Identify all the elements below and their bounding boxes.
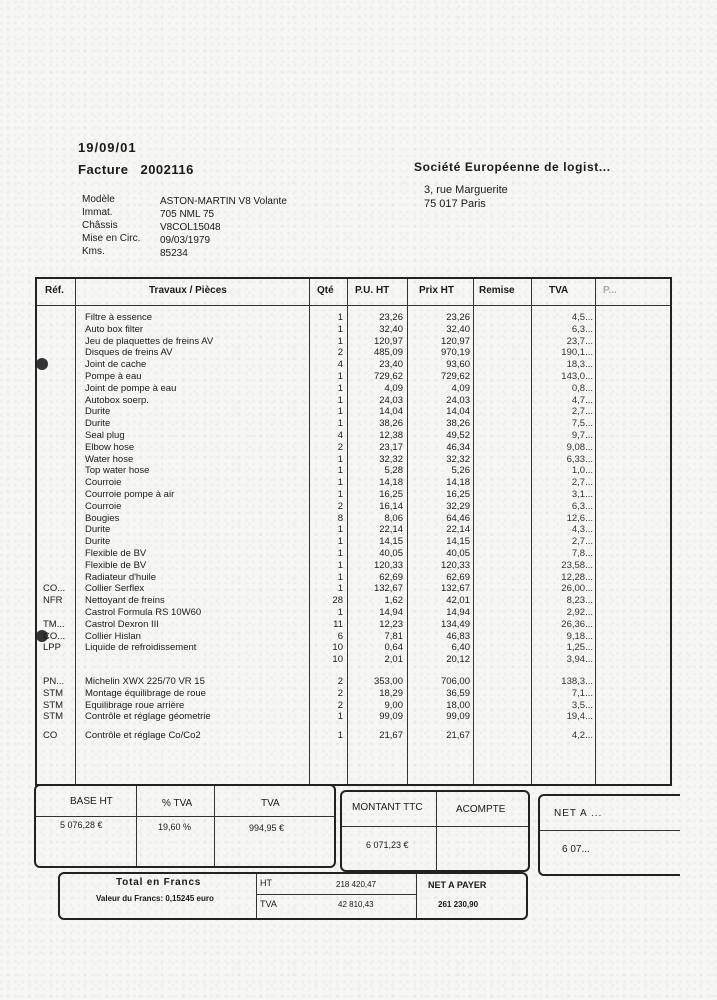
montant-ttc-label: MONTANT TTC: [352, 802, 423, 813]
row-price: 24,03: [446, 394, 470, 406]
row-tva: 4,5...: [571, 312, 593, 323]
row-price: 14,94: [446, 607, 470, 618]
row-ref: LPP: [43, 642, 61, 654]
row-tva: 8,23...: [566, 595, 593, 607]
row-unit-price: 485,09: [373, 347, 403, 359]
invoice-date: 19/09/01: [78, 140, 137, 155]
row-quantity: 2: [337, 347, 343, 359]
pct-tva-label: % TVA: [162, 798, 193, 809]
table-row: [37, 442, 670, 453]
row-description: Auto box filter: [85, 323, 144, 335]
montant-ttc-value: 6 071,23 €: [366, 840, 409, 850]
table-row: [37, 572, 670, 583]
column-divider: [436, 792, 437, 870]
pct-tva-value: 19,60 %: [158, 822, 192, 832]
row-quantity: 1: [337, 323, 343, 335]
row-tva: 4,2...: [571, 730, 593, 742]
row-quantity: 1: [337, 453, 343, 465]
row-price: 5,26: [451, 465, 470, 477]
row-tva: 12,28...: [561, 571, 593, 583]
row-tva: 1,0...: [571, 465, 593, 477]
row-description: Equilibrage roue arrière: [85, 699, 185, 711]
row-price: 42,01: [446, 595, 470, 607]
row-tva: 2,7...: [571, 406, 593, 418]
row-unit-price: 12,38: [379, 430, 403, 441]
francs-ht-label: HT: [260, 878, 272, 888]
vehicle-label: Châssis: [82, 220, 118, 231]
row-description: Flexible de BV: [85, 559, 147, 571]
row-price: 120,33: [440, 559, 470, 571]
table-row: [37, 595, 670, 606]
row-price: 120,97: [440, 335, 470, 347]
row-unit-price: 40,05: [379, 548, 403, 559]
row-tva: 6,3...: [571, 323, 593, 335]
row-price: 14,15: [446, 536, 470, 548]
row-tva: 18,3...: [566, 359, 593, 371]
row-tva: 138,3...: [561, 676, 593, 687]
row-unit-price: 23,26: [379, 312, 403, 323]
row-description: Collier Hislan: [85, 630, 141, 642]
row-description: Flexible de BV: [85, 548, 147, 559]
row-tva: 190,1...: [561, 347, 593, 359]
table-row: [37, 371, 670, 382]
row-price: 32,40: [446, 323, 470, 335]
row-unit-price: 132,67: [373, 583, 403, 595]
row-price: 729,62: [440, 371, 470, 382]
row-quantity: 6: [337, 630, 343, 642]
row-tva: 9,18...: [566, 630, 593, 642]
table-row: [37, 524, 670, 535]
row-unit-price: 32,32: [379, 453, 403, 465]
tva-value: 994,95 €: [249, 823, 285, 833]
table-row: [37, 336, 670, 347]
column-divider: [256, 874, 257, 918]
row-description: Montage équilibrage de roue: [85, 687, 206, 699]
table-row: [37, 676, 670, 687]
table-row: [37, 607, 670, 618]
table-row: [37, 465, 670, 476]
row-quantity: 1: [337, 730, 343, 742]
total-ttc-box: [340, 790, 530, 872]
francs-title: Total en Francs: [116, 877, 202, 888]
row-price: 36,59: [446, 687, 470, 699]
vehicle-label: Kms.: [82, 246, 105, 257]
row-unit-price: 23,40: [379, 359, 403, 371]
table-row: [37, 406, 670, 417]
row-price: 49,52: [446, 430, 470, 441]
row-description: Jeu de plaquettes de freins AV: [85, 335, 214, 347]
row-quantity: 1: [337, 583, 343, 595]
row-price: 40,05: [446, 548, 470, 559]
row-price: 18,00: [446, 699, 470, 711]
row-divider: [256, 894, 416, 895]
row-unit-price: 14,04: [379, 406, 403, 418]
table-row: [37, 619, 670, 630]
francs-tva-label: TVA: [260, 899, 277, 909]
row-unit-price: 0,64: [384, 642, 403, 654]
row-price: 6,40: [451, 642, 470, 654]
row-unit-price: 23,17: [379, 441, 403, 453]
table-row: [37, 711, 670, 722]
row-description: Joint de cache: [85, 359, 147, 371]
row-description: Joint de pompe à eau: [85, 382, 177, 394]
row-quantity: 1: [337, 418, 343, 430]
row-price: 46,83: [446, 630, 470, 642]
row-unit-price: 16,14: [379, 500, 403, 512]
francs-ht-value: 218 420,47: [336, 880, 377, 889]
row-quantity: 1: [337, 571, 343, 583]
address-line-1: 3, rue Marguerite: [424, 184, 508, 196]
row-quantity: 1: [337, 489, 343, 500]
acompte-label: ACOMPTE: [456, 804, 506, 815]
row-unit-price: 4,09: [384, 382, 403, 394]
row-quantity: 1: [337, 559, 343, 571]
row-description: Liquide de refroidissement: [85, 642, 197, 654]
row-description: Durite: [85, 524, 111, 536]
row-description: Contrôle et réglage Co/Co2: [85, 730, 201, 742]
row-tva: 2,7...: [571, 477, 593, 489]
row-price: 22,14: [446, 524, 470, 536]
row-ref: CO: [43, 730, 58, 742]
row-quantity: 1: [337, 607, 343, 618]
col-header-remise: Remise: [479, 285, 515, 296]
vehicle-label: Mise en Circ.: [82, 233, 141, 244]
row-quantity: 8: [337, 512, 343, 524]
col-header-ref: Réf.: [45, 285, 64, 296]
row-quantity: 1: [337, 335, 343, 347]
row-quantity: 1: [337, 312, 343, 323]
row-quantity: 10: [332, 654, 343, 666]
row-tva: 7,8...: [571, 548, 593, 559]
row-unit-price: 16,25: [379, 489, 403, 500]
table-row: [37, 642, 670, 653]
row-unit-price: 14,94: [379, 607, 403, 618]
header-separator: [37, 305, 670, 306]
row-tva: 7,1...: [571, 687, 593, 699]
facture-number: 2002116: [140, 162, 194, 177]
row-tva: 9,08...: [566, 441, 593, 453]
row-description: Top water hose: [85, 465, 150, 477]
table-row: [37, 477, 670, 488]
row-unit-price: 24,03: [379, 394, 403, 406]
francs-tva-value: 42 810,43: [338, 900, 374, 909]
col-header-extra: P...: [603, 285, 617, 296]
row-tva: 6,3...: [571, 500, 593, 512]
address-line-2: 75 017 Paris: [424, 198, 486, 210]
row-tva: 23,58...: [561, 559, 593, 571]
row-tva: 3,1...: [571, 489, 593, 500]
row-price: 970,19: [440, 347, 470, 359]
col-header-prix: Prix HT: [419, 285, 455, 296]
table-row: [37, 324, 670, 335]
row-description: Castrol Formula RS 10W60: [85, 607, 202, 618]
row-price: 62,69: [446, 571, 470, 583]
row-quantity: 4: [337, 430, 343, 441]
row-price: 4,09: [451, 382, 470, 394]
row-quantity: 2: [337, 676, 343, 687]
row-divider: [342, 826, 528, 827]
vehicle-label: Modèle: [82, 194, 115, 205]
row-description: Michelin XWX 225/70 VR 15: [85, 676, 205, 687]
net-label: NET A ...: [554, 808, 603, 819]
table-row: [37, 347, 670, 358]
row-unit-price: 14,15: [379, 536, 403, 548]
row-tva: 3,94...: [566, 654, 593, 666]
row-description: Durite: [85, 536, 111, 548]
row-unit-price: 9,00: [384, 699, 403, 711]
col-header-desc: Travaux / Pièces: [149, 285, 227, 296]
items-table: [35, 277, 672, 786]
table-row: [37, 631, 670, 642]
row-unit-price: 120,33: [373, 559, 403, 571]
table-row: [37, 688, 670, 699]
row-tva: 1,25...: [566, 642, 593, 654]
table-row: [37, 548, 670, 559]
company-name: Société Européenne de logist...: [414, 160, 611, 174]
tax-summary-box: [34, 784, 336, 868]
row-tva: 6,33...: [566, 453, 593, 465]
row-price: 23,26: [446, 312, 470, 323]
row-description: Collier Serflex: [85, 583, 145, 595]
row-description: Nettoyant de freins: [85, 595, 165, 607]
row-unit-price: 18,29: [379, 687, 403, 699]
table-row: [37, 536, 670, 547]
row-tva: 19,4...: [566, 711, 593, 723]
row-tva: 9,7...: [571, 430, 593, 441]
row-price: 93,60: [446, 359, 470, 371]
table-row: [37, 489, 670, 500]
row-description: Elbow hose: [85, 441, 135, 453]
row-divider: [540, 830, 680, 831]
col-header-qte: Qté: [317, 285, 334, 296]
row-ref: PN...: [43, 676, 65, 687]
facture-label: Facture: [78, 162, 129, 177]
base-ht-value: 5 076,28 €: [60, 820, 103, 830]
row-unit-price: 32,40: [379, 323, 403, 335]
row-quantity: 2: [337, 699, 343, 711]
column-divider: [416, 874, 417, 918]
table-row: [37, 730, 670, 741]
row-quantity: 2: [337, 441, 343, 453]
row-unit-price: 5,28: [384, 465, 403, 477]
row-description: Disques de freins AV: [85, 347, 173, 359]
row-ref: CO...: [43, 630, 66, 642]
row-quantity: 1: [337, 382, 343, 394]
row-unit-price: 99,09: [379, 711, 403, 723]
row-quantity: 2: [337, 687, 343, 699]
row-tva: 26,00...: [561, 583, 593, 595]
row-unit-price: 21,67: [379, 730, 403, 742]
row-ref: TM...: [43, 618, 65, 630]
row-unit-price: 7,81: [384, 630, 403, 642]
row-description: Contrôle et réglage géometrie: [85, 711, 211, 723]
vehicle-value: 705 NML 75: [160, 209, 215, 220]
row-tva: 0,8...: [571, 382, 593, 394]
row-description: Pompe à eau: [85, 371, 142, 382]
row-quantity: 1: [337, 711, 343, 723]
francs-net-label: NET A PAYER: [428, 880, 487, 890]
table-row: [37, 700, 670, 711]
vehicle-value: 09/03/1979: [160, 235, 211, 246]
row-description: Seal plug: [85, 430, 125, 441]
table-row: [37, 583, 670, 594]
row-price: 38,26: [446, 418, 470, 430]
francs-net-value: 261 230,90: [438, 900, 479, 909]
row-tva: 3,5...: [571, 699, 593, 711]
row-quantity: 1: [337, 371, 343, 382]
row-description: Courroie: [85, 500, 122, 512]
vehicle-label: Immat.: [82, 207, 113, 218]
row-tva: 4,7...: [571, 394, 593, 406]
row-unit-price: 22,14: [379, 524, 403, 536]
row-tva: 23,7...: [566, 335, 593, 347]
row-unit-price: 2,01: [384, 654, 403, 666]
row-unit-price: 120,97: [373, 335, 403, 347]
row-tva: 2,92...: [566, 607, 593, 618]
row-description: Courroie: [85, 477, 122, 489]
francs-box: [58, 872, 528, 920]
net-value: 6 07...: [562, 844, 590, 855]
table-row: [37, 383, 670, 394]
row-unit-price: 12,23: [379, 618, 403, 630]
row-tva: 7,5...: [571, 418, 593, 430]
row-quantity: 1: [337, 536, 343, 548]
row-description: Durite: [85, 406, 111, 418]
table-row: [37, 513, 670, 524]
row-quantity: 10: [332, 642, 343, 654]
vehicle-value: ASTON-MARTIN V8 Volante: [160, 196, 287, 207]
row-price: 32,29: [446, 500, 470, 512]
row-description: Water hose: [85, 453, 134, 465]
table-row: [37, 418, 670, 429]
net-box: [538, 794, 680, 876]
row-unit-price: 38,26: [379, 418, 403, 430]
row-unit-price: 14,18: [379, 477, 403, 489]
row-price: 16,25: [446, 489, 470, 500]
francs-rate: Valeur du Francs: 0,15245 euro: [96, 894, 214, 903]
row-quantity: 1: [337, 477, 343, 489]
table-row: [37, 312, 670, 323]
row-quantity: 1: [337, 465, 343, 477]
row-tva: 12,6...: [566, 512, 593, 524]
row-price: 132,67: [440, 583, 470, 595]
row-unit-price: 1,62: [384, 595, 403, 607]
row-description: Autobox soerp.: [85, 394, 149, 406]
row-description: Filtre à essence: [85, 312, 153, 323]
row-quantity: 1: [337, 524, 343, 536]
row-ref: STM: [43, 687, 64, 699]
table-row: [37, 501, 670, 512]
row-price: 99,09: [446, 711, 470, 723]
row-price: 46,34: [446, 441, 470, 453]
col-header-pu: P.U. HT: [355, 285, 390, 296]
vehicle-value: V8COL15048: [160, 222, 221, 233]
row-unit-price: 729,62: [373, 371, 403, 382]
col-header-tva: TVA: [549, 285, 569, 296]
table-row: [37, 395, 670, 406]
table-row: [37, 359, 670, 370]
row-price: 134,49: [440, 618, 470, 630]
row-quantity: 2: [337, 500, 343, 512]
column-divider: [214, 786, 215, 866]
row-quantity: 1: [337, 394, 343, 406]
row-quantity: 11: [333, 618, 343, 630]
row-tva: 2,7...: [571, 536, 593, 548]
row-ref: STM: [43, 699, 64, 711]
row-quantity: 1: [337, 406, 343, 418]
row-description: Radiateur d'huile: [85, 571, 156, 583]
row-price: 706,00: [440, 676, 470, 687]
row-quantity: 4: [337, 359, 343, 371]
row-tva: 26,36...: [561, 618, 593, 630]
tva-label: TVA: [261, 798, 280, 809]
table-row: [37, 430, 670, 441]
row-ref: STM: [43, 711, 64, 723]
row-divider: [36, 816, 334, 817]
row-tva: 4,3...: [571, 524, 593, 536]
row-price: 14,04: [446, 406, 470, 418]
row-price: 64,46: [446, 512, 470, 524]
base-ht-label: BASE HT: [70, 796, 113, 807]
invoice-title: [78, 162, 194, 177]
row-price: 21,67: [446, 730, 470, 742]
row-quantity: 28: [332, 595, 343, 607]
row-unit-price: 62,69: [379, 571, 403, 583]
column-divider: [136, 786, 137, 866]
row-ref: CO...: [43, 583, 66, 595]
row-price: 32,32: [446, 453, 470, 465]
row-tva: 143,0...: [561, 371, 593, 382]
row-price: 20,12: [446, 654, 470, 666]
row-description: Durite: [85, 418, 111, 430]
vehicle-value: 85234: [160, 248, 188, 259]
row-price: 14,18: [446, 477, 470, 489]
row-description: Courroie pompe à air: [85, 489, 175, 500]
table-row: [37, 560, 670, 571]
row-description: Bougies: [85, 512, 120, 524]
row-description: Castrol Dexron III: [85, 618, 159, 630]
row-quantity: 1: [337, 548, 343, 559]
row-ref: NFR: [43, 595, 63, 607]
table-row: [37, 454, 670, 465]
row-unit-price: 353,00: [373, 676, 403, 687]
table-row: [37, 654, 670, 665]
row-unit-price: 8,06: [384, 512, 403, 524]
